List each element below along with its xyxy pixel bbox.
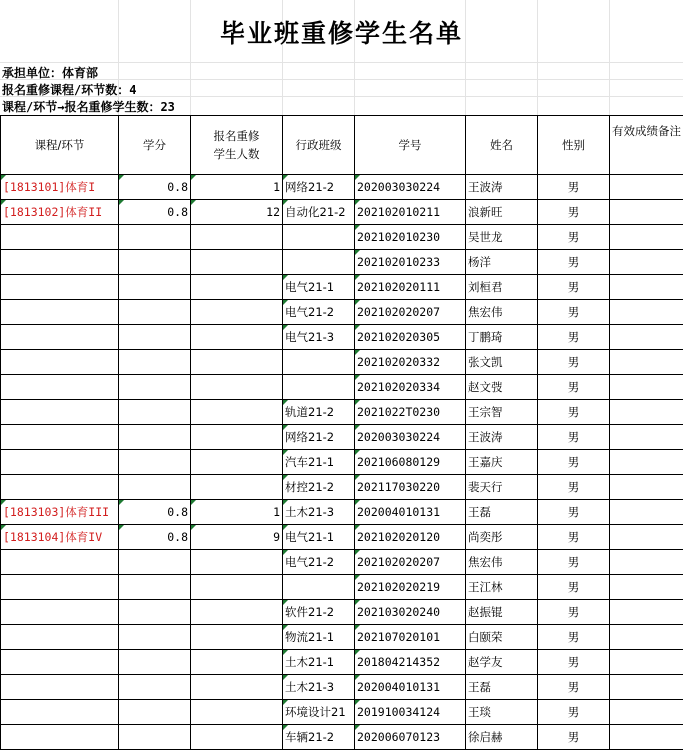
credit-cell[interactable]: [119, 275, 191, 300]
table-row: [1, 575, 683, 600]
gender-cell[interactable]: 男: [538, 700, 610, 725]
student-id-cell[interactable]: 202102010230: [355, 225, 466, 250]
gender-cell[interactable]: 男: [538, 500, 610, 525]
credit-cell[interactable]: [119, 225, 191, 250]
header-count-line1: 报名重修: [213, 129, 260, 143]
count-cell[interactable]: [191, 725, 283, 750]
gender-cell[interactable]: 男: [538, 525, 610, 550]
name-cell[interactable]: 王江林: [466, 575, 538, 600]
table-body: [1, 175, 683, 750]
gender-cell[interactable]: 男: [538, 350, 610, 375]
credit-cell[interactable]: [119, 350, 191, 375]
name-cell[interactable]: 浪新旺: [466, 200, 538, 225]
header-name: 姓名: [466, 116, 538, 175]
student-table: [0, 115, 683, 750]
remark-cell[interactable]: [610, 500, 683, 525]
header-gender: 性别: [538, 116, 610, 175]
table-header-row: [1, 116, 683, 175]
credit-cell[interactable]: [119, 475, 191, 500]
count-cell[interactable]: [191, 425, 283, 450]
count-cell[interactable]: [191, 625, 283, 650]
credit-cell[interactable]: [119, 250, 191, 275]
student-id-cell[interactable]: 201804214352: [355, 650, 466, 675]
student-id-cell[interactable]: 202102020207: [355, 300, 466, 325]
course-cell[interactable]: [1, 350, 119, 375]
course-cell[interactable]: [1, 275, 119, 300]
credit-cell[interactable]: [119, 400, 191, 425]
table-row: [1, 525, 683, 550]
class-cell[interactable]: 环境设计21: [283, 700, 355, 725]
course-cell[interactable]: [1, 550, 119, 575]
grid-line: [0, 79, 683, 80]
name-cell[interactable]: 王磊: [466, 675, 538, 700]
table-row: [1, 200, 683, 225]
student-id-cell[interactable]: 202003030224: [355, 175, 466, 200]
class-cell[interactable]: 电气21-2: [283, 550, 355, 575]
student-id-cell[interactable]: 202004010131: [355, 675, 466, 700]
meta-unit: 承担单位：体育部: [2, 66, 99, 80]
count-cell[interactable]: [191, 675, 283, 700]
page-title: 毕业班重修学生名单: [219, 19, 463, 48]
class-cell[interactable]: 自动化21-2: [283, 200, 355, 225]
count-cell[interactable]: [191, 400, 283, 425]
class-cell[interactable]: 电气21-1: [283, 525, 355, 550]
meta-student-count: 课程/环节→报名重修学生数：23: [2, 100, 175, 114]
header-credit: 学分: [119, 116, 191, 175]
remark-cell[interactable]: [610, 725, 683, 750]
remark-cell[interactable]: [610, 675, 683, 700]
count-cell[interactable]: [191, 700, 283, 725]
meta-course-count: 报名重修课程/环节数：4: [2, 83, 137, 97]
class-cell[interactable]: 软件21-2: [283, 600, 355, 625]
gender-cell[interactable]: 男: [538, 475, 610, 500]
credit-cell[interactable]: [119, 625, 191, 650]
class-cell[interactable]: [283, 225, 355, 250]
name-cell[interactable]: 裴天行: [466, 475, 538, 500]
class-cell[interactable]: 土木21-3: [283, 675, 355, 700]
student-id-cell[interactable]: 202117030220: [355, 475, 466, 500]
credit-cell[interactable]: [119, 550, 191, 575]
student-id-cell[interactable]: 202102020334: [355, 375, 466, 400]
count-cell[interactable]: [191, 325, 283, 350]
table-row: [1, 650, 683, 675]
course-cell[interactable]: [1, 425, 119, 450]
gender-cell[interactable]: 男: [538, 425, 610, 450]
name-cell[interactable]: 尚奕彤: [466, 525, 538, 550]
count-cell[interactable]: [191, 450, 283, 475]
credit-cell[interactable]: 0.8: [119, 500, 191, 525]
table-row: [1, 225, 683, 250]
gender-cell[interactable]: 男: [538, 300, 610, 325]
course-cell[interactable]: [1813103]体育III: [1, 500, 119, 525]
gender-cell[interactable]: 男: [538, 650, 610, 675]
student-id-cell[interactable]: 202004010131: [355, 500, 466, 525]
class-cell[interactable]: 轨道21-2: [283, 400, 355, 425]
gender-cell[interactable]: 男: [538, 550, 610, 575]
count-cell[interactable]: [191, 225, 283, 250]
class-cell[interactable]: [283, 575, 355, 600]
course-cell[interactable]: [1813102]体育II: [1, 200, 119, 225]
class-cell[interactable]: 车辆21-2: [283, 725, 355, 750]
course-cell[interactable]: [1, 600, 119, 625]
course-cell[interactable]: [1, 375, 119, 400]
student-id-cell[interactable]: 202006070123: [355, 725, 466, 750]
course-cell[interactable]: [1, 725, 119, 750]
remark-cell[interactable]: [610, 525, 683, 550]
table-row: [1, 275, 683, 300]
remark-cell[interactable]: [610, 700, 683, 725]
header-course: 课程/环节: [1, 116, 119, 175]
header-count: [191, 116, 283, 175]
course-cell[interactable]: [1, 475, 119, 500]
count-cell[interactable]: [191, 600, 283, 625]
credit-cell[interactable]: [119, 450, 191, 475]
gender-cell[interactable]: 男: [538, 175, 610, 200]
name-cell[interactable]: 焦宏伟: [466, 300, 538, 325]
class-cell[interactable]: 电气21-2: [283, 300, 355, 325]
class-cell[interactable]: [283, 350, 355, 375]
count-cell[interactable]: 1: [191, 175, 283, 200]
remark-cell[interactable]: [610, 550, 683, 575]
name-cell[interactable]: 刘桓君: [466, 275, 538, 300]
table-row: [1, 600, 683, 625]
class-cell[interactable]: [283, 375, 355, 400]
remark-cell[interactable]: [610, 475, 683, 500]
name-cell[interactable]: 赵学友: [466, 650, 538, 675]
student-id-cell[interactable]: 202102020111: [355, 275, 466, 300]
table-row: [1, 350, 683, 375]
name-cell[interactable]: 王磊: [466, 500, 538, 525]
name-cell[interactable]: 王琰: [466, 700, 538, 725]
count-cell[interactable]: [191, 475, 283, 500]
table-row: [1, 325, 683, 350]
student-id-cell[interactable]: 202102020219: [355, 575, 466, 600]
remark-cell[interactable]: [610, 450, 683, 475]
credit-cell[interactable]: [119, 425, 191, 450]
credit-cell[interactable]: 0.8: [119, 200, 191, 225]
student-id-cell[interactable]: 202102020332: [355, 350, 466, 375]
course-cell[interactable]: [1, 400, 119, 425]
remark-cell[interactable]: [610, 425, 683, 450]
course-cell[interactable]: [1, 700, 119, 725]
table-row: [1, 625, 683, 650]
course-cell[interactable]: [1, 650, 119, 675]
count-cell[interactable]: [191, 250, 283, 275]
remark-cell[interactable]: [610, 325, 683, 350]
course-cell[interactable]: [1, 675, 119, 700]
table-row: [1, 475, 683, 500]
remark-cell[interactable]: [610, 250, 683, 275]
name-cell[interactable]: 丁鹏琦: [466, 325, 538, 350]
count-cell[interactable]: 9: [191, 525, 283, 550]
gender-cell[interactable]: 男: [538, 325, 610, 350]
table-row: [1, 300, 683, 325]
credit-cell[interactable]: [119, 675, 191, 700]
remark-cell[interactable]: [610, 350, 683, 375]
remark-cell[interactable]: [610, 275, 683, 300]
credit-cell[interactable]: [119, 325, 191, 350]
count-cell[interactable]: [191, 650, 283, 675]
class-cell[interactable]: 汽车21-1: [283, 450, 355, 475]
gender-cell[interactable]: 男: [538, 275, 610, 300]
header-class: 行政班级: [283, 116, 355, 175]
remark-cell[interactable]: [610, 200, 683, 225]
credit-cell[interactable]: [119, 300, 191, 325]
student-id-cell[interactable]: 202102010233: [355, 250, 466, 275]
credit-cell[interactable]: [119, 700, 191, 725]
gender-cell[interactable]: 男: [538, 675, 610, 700]
grid-line: [0, 62, 683, 63]
credit-cell[interactable]: 0.8: [119, 525, 191, 550]
header-student-id: 学号: [355, 116, 466, 175]
gender-cell[interactable]: 男: [538, 375, 610, 400]
remark-cell[interactable]: [610, 600, 683, 625]
gender-cell[interactable]: 男: [538, 600, 610, 625]
course-cell[interactable]: [1, 625, 119, 650]
student-id-cell[interactable]: 202003030224: [355, 425, 466, 450]
header-remark: 有效成绩备注: [610, 116, 683, 175]
table-row: [1, 375, 683, 400]
remark-cell[interactable]: [610, 375, 683, 400]
class-cell[interactable]: 网络21-2: [283, 425, 355, 450]
table-row: [1, 675, 683, 700]
student-id-cell[interactable]: 2021022T0230: [355, 400, 466, 425]
student-id-cell[interactable]: 202102020207: [355, 550, 466, 575]
name-cell[interactable]: 王波涛: [466, 425, 538, 450]
count-cell[interactable]: 1: [191, 500, 283, 525]
table-row: [1, 550, 683, 575]
name-cell[interactable]: 张文凯: [466, 350, 538, 375]
name-cell[interactable]: 王波涛: [466, 175, 538, 200]
gender-cell[interactable]: 男: [538, 575, 610, 600]
course-cell[interactable]: [1, 250, 119, 275]
remark-cell[interactable]: [610, 575, 683, 600]
course-cell[interactable]: [1, 575, 119, 600]
class-cell[interactable]: [283, 250, 355, 275]
student-id-cell[interactable]: 202102010211: [355, 200, 466, 225]
name-cell[interactable]: 白颐荣: [466, 625, 538, 650]
count-cell[interactable]: [191, 375, 283, 400]
table-row: [1, 500, 683, 525]
gender-cell[interactable]: 男: [538, 725, 610, 750]
student-id-cell[interactable]: 202103020240: [355, 600, 466, 625]
table-row: [1, 250, 683, 275]
student-id-cell[interactable]: 202106080129: [355, 450, 466, 475]
name-cell[interactable]: 赵文弢: [466, 375, 538, 400]
gender-cell[interactable]: 男: [538, 225, 610, 250]
name-cell[interactable]: 徐启赫: [466, 725, 538, 750]
credit-cell[interactable]: [119, 650, 191, 675]
remark-cell[interactable]: [610, 300, 683, 325]
credit-cell[interactable]: [119, 600, 191, 625]
class-cell[interactable]: 电气21-1: [283, 275, 355, 300]
student-id-cell[interactable]: 202102020120: [355, 525, 466, 550]
class-cell[interactable]: 物流21-1: [283, 625, 355, 650]
table-row: [1, 725, 683, 750]
gender-cell[interactable]: 男: [538, 250, 610, 275]
name-cell[interactable]: 王嘉庆: [466, 450, 538, 475]
student-id-cell[interactable]: 202102020305: [355, 325, 466, 350]
course-cell[interactable]: [1813101]体育I: [1, 175, 119, 200]
header-count-line2: 学生人数: [213, 147, 260, 161]
credit-cell[interactable]: [119, 725, 191, 750]
count-cell[interactable]: [191, 350, 283, 375]
class-cell[interactable]: 土木21-1: [283, 650, 355, 675]
gender-cell[interactable]: 男: [538, 450, 610, 475]
course-cell[interactable]: [1, 225, 119, 250]
name-cell[interactable]: 杨洋: [466, 250, 538, 275]
table-row: [1, 450, 683, 475]
count-cell[interactable]: [191, 575, 283, 600]
credit-cell[interactable]: 0.8: [119, 175, 191, 200]
table-row: [1, 700, 683, 725]
count-cell[interactable]: [191, 275, 283, 300]
name-cell[interactable]: 吴世龙: [466, 225, 538, 250]
class-cell[interactable]: 网络21-2: [283, 175, 355, 200]
course-cell[interactable]: [1, 450, 119, 475]
count-cell[interactable]: [191, 300, 283, 325]
gender-cell[interactable]: 男: [538, 400, 610, 425]
name-cell[interactable]: 赵振锟: [466, 600, 538, 625]
student-id-cell[interactable]: 201910034124: [355, 700, 466, 725]
remark-cell[interactable]: [610, 650, 683, 675]
credit-cell[interactable]: [119, 375, 191, 400]
class-cell[interactable]: 材控21-2: [283, 475, 355, 500]
course-cell[interactable]: [1, 325, 119, 350]
remark-cell[interactable]: [610, 400, 683, 425]
gender-cell[interactable]: 男: [538, 200, 610, 225]
name-cell[interactable]: 焦宏伟: [466, 550, 538, 575]
course-cell[interactable]: [1, 300, 119, 325]
table-row: [1, 425, 683, 450]
class-cell[interactable]: 土木21-3: [283, 500, 355, 525]
count-cell[interactable]: 12: [191, 200, 283, 225]
course-cell[interactable]: [1813104]体育IV: [1, 525, 119, 550]
count-cell[interactable]: [191, 550, 283, 575]
table-row: [1, 175, 683, 200]
credit-cell[interactable]: [119, 575, 191, 600]
remark-cell[interactable]: [610, 625, 683, 650]
student-id-cell[interactable]: 202107020101: [355, 625, 466, 650]
name-cell[interactable]: 王宗智: [466, 400, 538, 425]
remark-cell[interactable]: [610, 175, 683, 200]
gender-cell[interactable]: 男: [538, 625, 610, 650]
remark-cell[interactable]: [610, 225, 683, 250]
table-row: [1, 400, 683, 425]
class-cell[interactable]: 电气21-3: [283, 325, 355, 350]
